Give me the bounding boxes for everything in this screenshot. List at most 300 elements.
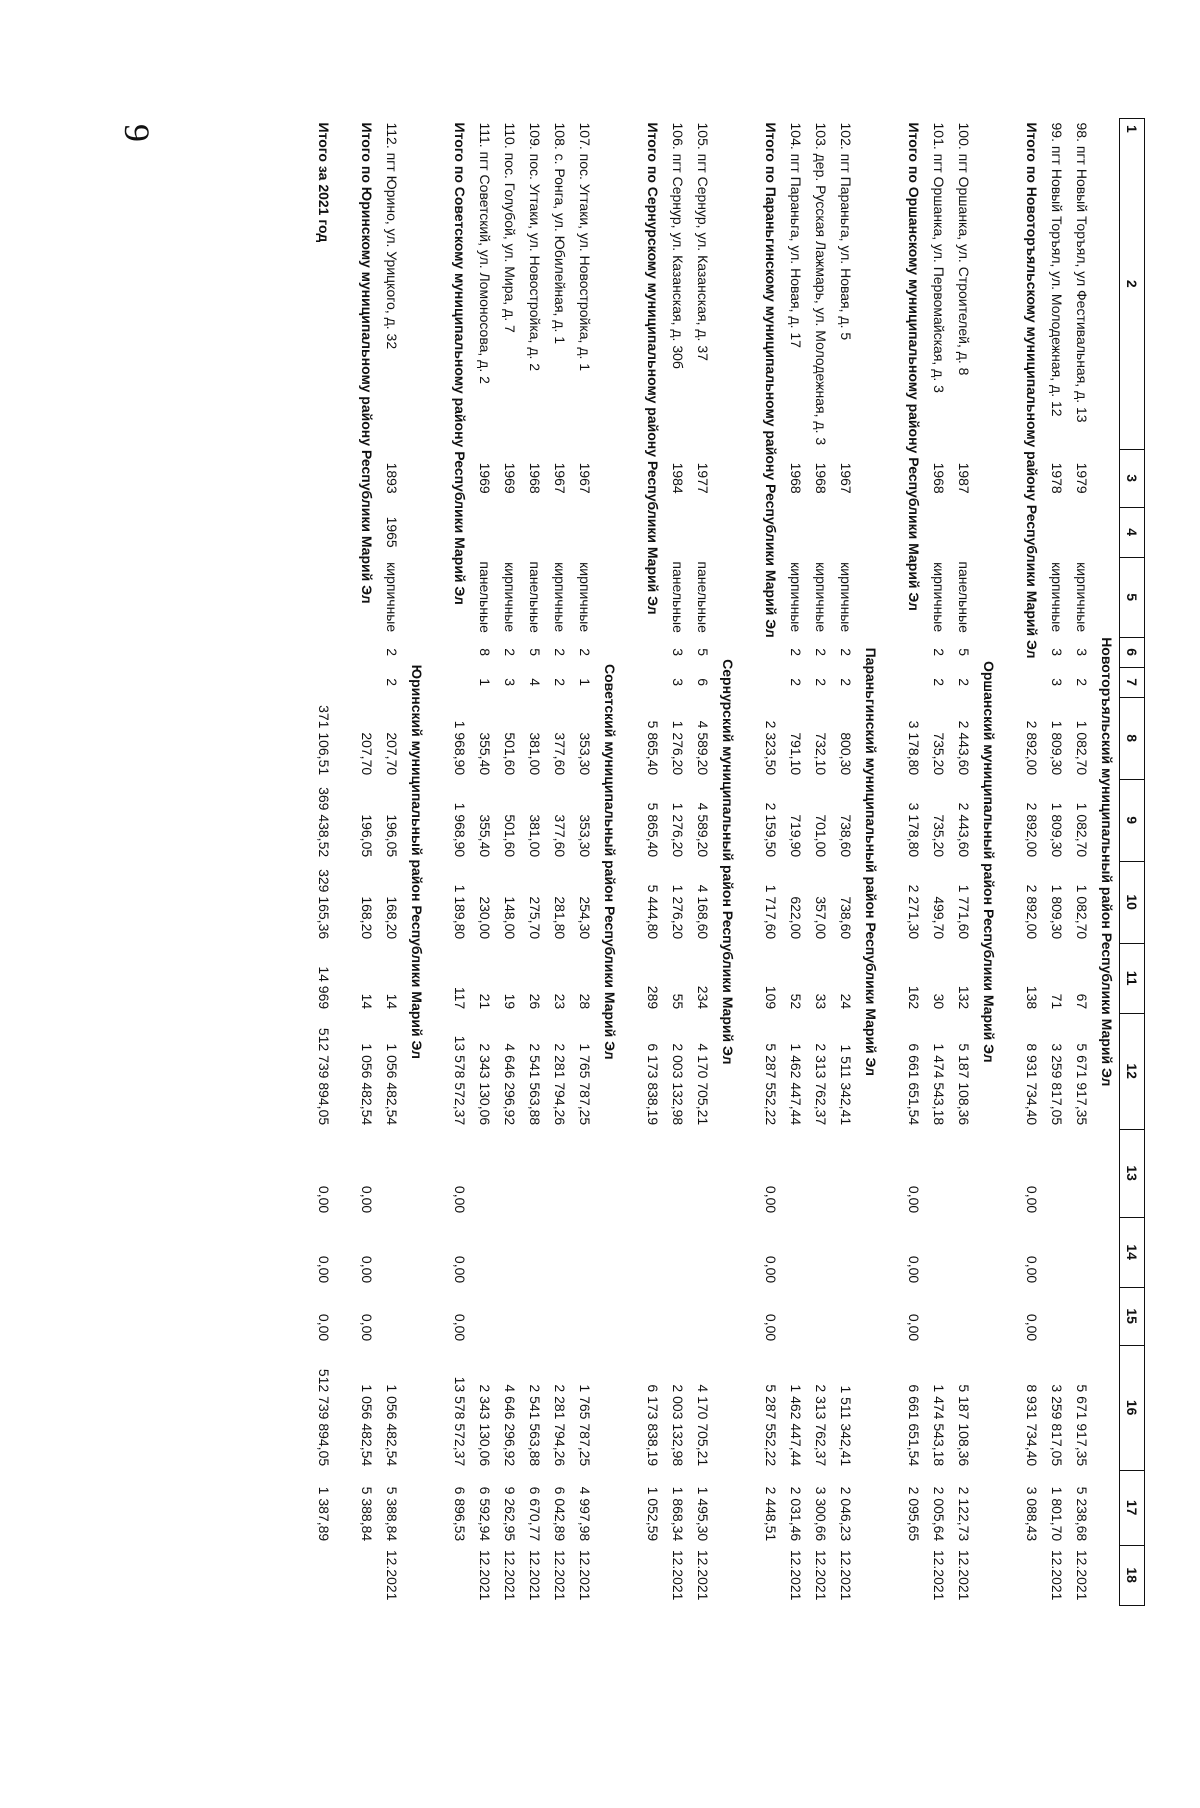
value-cell-c10: 357,00	[813, 896, 829, 940]
value-cell-c15	[572, 1287, 597, 1345]
value-cell-c9: 1 082,70	[1074, 802, 1090, 858]
table-row	[497, 119, 522, 1606]
year-repair-cell	[926, 507, 951, 557]
value-cell-c9: 2 443,60	[956, 802, 972, 858]
value-cell-c8: 207,70	[384, 732, 400, 776]
address-cell: 108. с. Ронга, ул. Юбилейная, д. 1	[552, 122, 568, 345]
value-cell-c8: 355,40	[477, 732, 493, 776]
page-number: 9	[117, 124, 157, 142]
date-cell: 12.2021	[931, 1549, 947, 1601]
floors-cell: 2	[502, 648, 518, 657]
total-empty-cell	[354, 1545, 379, 1605]
region-title: Параньгинский муниципальный район Республики Марий Эл	[863, 647, 879, 1077]
date-cell: 12.2021	[838, 1549, 854, 1601]
value-cell-c13	[522, 1129, 547, 1217]
total-cell-c12: 1 056 482,54	[359, 1043, 375, 1126]
total-cell-c14: 0,00	[763, 1255, 779, 1284]
value-cell-c12: 3 259 817,05	[1049, 1043, 1065, 1126]
table-row	[808, 119, 833, 1606]
wall-material-cell: кирпичные	[838, 562, 854, 633]
value-cell-c10: 4 168,60	[695, 884, 711, 940]
total-cell-c12: 13 578 572,37	[452, 1035, 468, 1126]
year-built-cell: 1977	[695, 462, 711, 494]
value-cell-c9: 719,90	[788, 814, 804, 858]
wall-material-cell: кирпичные	[502, 562, 518, 633]
housing-table	[311, 118, 1145, 1606]
floors-cell: 2	[788, 648, 804, 657]
total-cell-c16: 5 287 552,22	[763, 1384, 779, 1467]
value-cell-c13	[951, 1129, 976, 1217]
value-cell-c11: 24	[838, 993, 854, 1010]
value-cell-c13	[1044, 1129, 1069, 1217]
total-row	[901, 119, 926, 1606]
value-cell-c12: 2 313 762,37	[813, 1043, 829, 1126]
wall-material-cell: панельные	[956, 561, 972, 633]
total-cell-c12: 8 931 734,40	[1024, 1043, 1040, 1126]
value-cell-c11: 33	[813, 993, 829, 1010]
year-repair-cell	[547, 507, 572, 557]
entrances-cell: 3	[502, 678, 518, 687]
value-cell-c16: 2 281 794,26	[552, 1384, 568, 1467]
total-cell-c16: 6 173 838,19	[645, 1384, 661, 1467]
year-repair-cell	[783, 507, 808, 557]
value-cell-c8: 501,60	[502, 732, 518, 776]
value-cell-c13	[690, 1129, 715, 1217]
year-built-cell: 1967	[838, 462, 854, 494]
total-empty-cell	[758, 1545, 783, 1605]
address-cell: 102. пгт Параньга, ул. Новая, д. 5	[838, 122, 854, 341]
date-cell: 12.2021	[527, 1549, 543, 1601]
total-empty-cell	[901, 1545, 926, 1605]
total-cell-c15: 0,00	[359, 1313, 375, 1342]
value-cell-c13	[926, 1129, 951, 1217]
spacer-cell	[740, 119, 758, 1606]
total-cell-c13: 0,00	[906, 1185, 922, 1214]
address-cell: 99. пгт Новый Торъял, ул. Молодежная, д. 12	[1049, 122, 1065, 417]
value-cell-c9: 735,20	[931, 814, 947, 858]
value-cell-c12: 5 187 108,36	[956, 1043, 972, 1126]
total-label: Итого по Параньгинскому муниципальному району Республики Марий Эл	[763, 122, 779, 638]
floors-cell: 5	[695, 648, 711, 657]
value-cell-c12: 2 343 130,06	[477, 1043, 493, 1126]
grand-total-row	[311, 119, 336, 1606]
wall-material-cell: кирпичные	[1049, 562, 1065, 633]
region-row	[976, 119, 1001, 1606]
value-cell-c15	[1044, 1287, 1069, 1345]
table-row	[783, 119, 808, 1606]
value-cell-c16: 2 003 132,98	[670, 1384, 686, 1467]
header-row	[1120, 119, 1145, 1606]
entrances-cell: 2	[788, 678, 804, 687]
spacer-cell	[622, 119, 640, 1606]
value-cell-c13	[808, 1129, 833, 1217]
wall-material-cell: кирпичные	[1074, 562, 1090, 633]
value-cell-c9: 701,00	[813, 814, 829, 858]
total-cell-c8: 3 178,80	[906, 720, 922, 776]
total-cell-c11: 162	[906, 985, 922, 1010]
date-cell: 12.2021	[670, 1549, 686, 1601]
header-cell-17: 17	[1120, 1470, 1145, 1545]
header-cell-18: 18	[1120, 1545, 1145, 1605]
value-cell-c14	[783, 1217, 808, 1287]
value-cell-c17: 6 042,89	[552, 1486, 568, 1542]
table-row	[926, 119, 951, 1606]
year-built-cell: 1968	[813, 462, 829, 494]
value-cell-c8: 353,30	[577, 732, 593, 776]
address-cell: 111. пгт Советский, ул. Ломоносова, д. 2	[477, 122, 493, 384]
region-title: Оршанский муниципальный район Республики Марий Эл	[981, 660, 997, 1063]
value-cell-c11: 23	[552, 993, 568, 1010]
spacer-cell	[883, 119, 901, 1606]
grand-total-cell-c17: 1 387,89	[316, 1486, 332, 1542]
value-cell-c15	[1069, 1287, 1094, 1345]
value-cell-c8: 2 443,60	[956, 720, 972, 776]
date-cell: 12.2021	[552, 1549, 568, 1601]
value-cell-c11: 234	[695, 985, 711, 1010]
value-cell-c16: 1 474 543,18	[931, 1384, 947, 1467]
grand-total-cell-c14: 0,00	[316, 1255, 332, 1284]
value-cell-c12: 1 462 447,44	[788, 1043, 804, 1126]
table-row	[1044, 119, 1069, 1606]
table-row	[572, 119, 597, 1606]
date-cell: 12.2021	[695, 1549, 711, 1601]
spacer-cell	[336, 119, 354, 1606]
value-cell-c17: 4 997,98	[577, 1486, 593, 1542]
region-row	[404, 119, 429, 1606]
grand-total-cell-c16: 512 739 894,05	[316, 1368, 332, 1467]
total-cell-c9: 1 968,90	[452, 802, 468, 858]
value-cell-c10: 254,30	[577, 896, 593, 940]
grand-total-cell-c8: 371 106,51	[316, 705, 332, 776]
date-cell: 12.2021	[384, 1549, 400, 1601]
value-cell-c12: 2 003 132,98	[670, 1043, 686, 1126]
spacer-row	[740, 119, 758, 1606]
total-cell-c11: 289	[645, 985, 661, 1010]
value-cell-c12: 4 646 296,92	[502, 1043, 518, 1126]
total-cell-c14	[640, 1217, 665, 1287]
floors-cell: 2	[813, 648, 829, 657]
value-cell-c11: 67	[1074, 993, 1090, 1010]
total-cell-c16: 8 931 734,40	[1024, 1384, 1040, 1467]
entrances-cell: 2	[552, 678, 568, 687]
total-cell-c15: 0,00	[906, 1313, 922, 1342]
value-cell-c16: 5 671 917,35	[1074, 1384, 1090, 1467]
value-cell-c10: 148,00	[502, 896, 518, 940]
address-cell: 110. пос. Голубой, ул. Мира, д. 7	[502, 122, 518, 333]
total-cell-c9: 2 159,50	[763, 802, 779, 858]
value-cell-c8: 735,20	[931, 732, 947, 776]
table-row	[379, 119, 404, 1606]
address-cell: 109. пос. Угтаки, ул. Новостройка, д. 2	[527, 122, 543, 372]
year-built-cell: 1987	[956, 462, 972, 494]
value-cell-c11: 26	[527, 993, 543, 1010]
value-cell-c10: 168,20	[384, 896, 400, 940]
total-cell-c8: 2 892,00	[1024, 720, 1040, 776]
total-empty-cell	[640, 1545, 665, 1605]
region-title: Советский муниципальный район Республики Марий Эл	[602, 663, 618, 1060]
year-built-cell: 1969	[477, 462, 493, 494]
value-cell-c14	[665, 1217, 690, 1287]
header-cell-3: 3	[1120, 449, 1145, 507]
floors-cell: 5	[527, 648, 543, 657]
floors-cell: 3	[1074, 648, 1090, 657]
value-cell-c9: 1 809,30	[1049, 802, 1065, 858]
value-cell-c16: 1 462 447,44	[788, 1384, 804, 1467]
value-cell-c9: 353,30	[577, 814, 593, 858]
value-cell-c16: 4 646 296,92	[502, 1384, 518, 1467]
header-cell-7: 7	[1120, 667, 1145, 697]
value-cell-c13	[572, 1129, 597, 1217]
value-cell-c16: 5 187 108,36	[956, 1384, 972, 1467]
value-cell-c12: 1 511 342,41	[838, 1044, 854, 1126]
year-built-cell: 1968	[527, 462, 543, 494]
value-cell-c10: 622,00	[788, 896, 804, 940]
value-cell-c14	[379, 1217, 404, 1287]
header-cell-13: 13	[1120, 1129, 1145, 1217]
value-cell-c11: 30	[931, 993, 947, 1010]
address-cell: 104. пгт Параньга, ул. Новая, д. 17	[788, 122, 804, 348]
value-cell-c14	[951, 1217, 976, 1287]
wall-material-cell: кирпичные	[931, 562, 947, 633]
total-cell-c16: 6 661 651,54	[906, 1384, 922, 1467]
entrances-cell: 2	[931, 678, 947, 687]
address-cell: 105. пгт Сернур, ул. Казанская, д. 37	[695, 122, 711, 361]
total-cell-c8: 1 968,90	[452, 720, 468, 776]
date-cell: 12.2021	[1074, 1549, 1090, 1601]
value-cell-c15	[833, 1287, 858, 1345]
total-row	[1019, 119, 1044, 1606]
wall-material-cell: кирпичные	[384, 562, 400, 633]
year-built-cell: 1968	[788, 462, 804, 494]
value-cell-c10: 499,70	[931, 896, 947, 940]
entrances-cell: 2	[838, 678, 854, 687]
total-cell-c9: 3 178,80	[906, 802, 922, 858]
date-cell: 12.2021	[577, 1549, 593, 1601]
total-cell-c17: 2 095,65	[906, 1486, 922, 1542]
total-cell-c17: 5 388,84	[359, 1486, 375, 1542]
value-cell-c13	[1069, 1129, 1094, 1217]
header-cell-15: 15	[1120, 1287, 1145, 1345]
spacer-cell	[1001, 119, 1019, 1606]
entrances-cell: 3	[670, 678, 686, 687]
value-cell-c15	[547, 1287, 572, 1345]
total-cell-c11: 117	[452, 986, 468, 1010]
total-label: Итого по Новоторъяльскому муниципальному району Республики Марий Эл	[1024, 122, 1040, 659]
spacer-cell	[429, 119, 447, 1606]
entrances-cell: 3	[1049, 678, 1065, 687]
total-cell-c13: 0,00	[359, 1185, 375, 1214]
spacer-row	[429, 119, 447, 1606]
year-repair-cell	[572, 507, 597, 557]
header-cell-1-2	[1120, 119, 1145, 450]
total-label: Итого по Юринскому муниципальному району Республики Марий Эл	[359, 122, 375, 604]
value-cell-c8: 791,10	[788, 732, 804, 776]
value-cell-c9: 501,60	[502, 814, 518, 858]
total-cell-c9: 2 892,00	[1024, 802, 1040, 858]
value-cell-c10: 230,00	[477, 896, 493, 940]
total-cell-c13: 0,00	[452, 1185, 468, 1214]
value-cell-c8: 4 589,20	[695, 720, 711, 776]
value-cell-c11: 21	[477, 993, 493, 1010]
total-cell-c14: 0,00	[1024, 1255, 1040, 1284]
table-row	[833, 119, 858, 1606]
value-cell-c15	[690, 1287, 715, 1345]
value-cell-c12: 2 541 563,88	[527, 1043, 543, 1126]
total-row	[354, 119, 379, 1606]
total-cell-c13	[640, 1129, 665, 1217]
entrances-cell: 2	[1074, 678, 1090, 687]
value-cell-c12: 1 056 482,54	[384, 1043, 400, 1126]
value-cell-c13	[497, 1129, 522, 1217]
value-cell-c12: 1 474 543,18	[931, 1043, 947, 1126]
address-cell: 100. пгт Оршанка, ул. Строителей, д. 8	[956, 122, 972, 376]
total-cell-c15: 0,00	[1024, 1313, 1040, 1342]
address-cell: 103. дер. Русская Лажмарь, ул. Молодежная, д. 3	[813, 122, 829, 446]
year-built-cell: 1967	[577, 462, 593, 494]
total-empty-cell	[447, 1545, 472, 1605]
grand-total-cell-c12: 512 739 894,05	[316, 1027, 332, 1126]
value-cell-c15	[665, 1287, 690, 1345]
value-cell-c10: 275,70	[527, 896, 543, 940]
header-cell-4: 4	[1120, 507, 1145, 557]
entrances-cell: 4	[527, 678, 543, 687]
total-cell-c9: 196,05	[359, 814, 375, 858]
table-body	[311, 119, 1145, 1606]
value-cell-c15	[522, 1287, 547, 1345]
wall-material-cell: панельные	[695, 561, 711, 633]
value-cell-c10: 281,80	[552, 896, 568, 940]
value-cell-c15	[379, 1287, 404, 1345]
wall-material-cell: панельные	[477, 561, 493, 633]
address-cell: 107. пос. Угтаки, ул. Новостройка, д. 1	[577, 122, 593, 372]
total-cell-c11: 138	[1024, 985, 1040, 1010]
year-repair-cell	[472, 507, 497, 557]
value-cell-c16: 4 170 705,21	[695, 1384, 711, 1467]
entrances-cell: 2	[813, 678, 829, 687]
entrances-cell: 2	[384, 678, 400, 687]
value-cell-c9: 4 589,20	[695, 802, 711, 858]
year-built-cell: 1967	[552, 462, 568, 494]
value-cell-c8: 381,00	[527, 732, 543, 776]
total-cell-c13: 0,00	[1024, 1185, 1040, 1214]
value-cell-c10: 1 809,30	[1049, 884, 1065, 940]
value-cell-c14	[808, 1217, 833, 1287]
total-cell-c8: 5 865,40	[645, 720, 661, 776]
value-cell-c9: 381,00	[527, 814, 543, 858]
region-row	[597, 119, 622, 1606]
total-cell-c10: 1 717,60	[763, 884, 779, 940]
spacer-row	[622, 119, 640, 1606]
value-cell-c17: 6 670,77	[527, 1486, 543, 1542]
date-cell: 12.2021	[956, 1549, 972, 1601]
total-cell-c8: 2 323,50	[763, 720, 779, 776]
floors-cell: 2	[552, 648, 568, 657]
header-cell-11: 11	[1120, 943, 1145, 1013]
year-repair-cell	[497, 507, 522, 557]
entrances-cell: 2	[956, 678, 972, 687]
total-label: Итого по Советскому муниципальному району Республики Марий Эл	[452, 122, 468, 605]
value-cell-c15	[497, 1287, 522, 1345]
date-cell: 12.2021	[502, 1549, 518, 1601]
value-cell-c13	[547, 1129, 572, 1217]
value-cell-c10: 1 082,70	[1074, 884, 1090, 940]
grand-total-cell-c15: 0,00	[316, 1313, 332, 1342]
value-cell-c13	[472, 1129, 497, 1217]
value-cell-c14	[690, 1217, 715, 1287]
total-cell-c10: 1 189,80	[452, 884, 468, 940]
spacer-row	[1001, 119, 1019, 1606]
address-cell: 106. пгт Сернур, ул. Казанская, д. 30б	[670, 122, 686, 369]
value-cell-c17: 1 495,30	[695, 1486, 711, 1542]
year-built-cell: 1984	[670, 462, 686, 494]
value-cell-c13	[783, 1129, 808, 1217]
wall-material-cell: кирпичные	[813, 562, 829, 633]
total-cell-c17: 2 448,51	[763, 1486, 779, 1542]
header-cell-12: 12	[1120, 1013, 1145, 1129]
grand-total-cell-c9: 369 438,52	[316, 787, 332, 858]
value-cell-c16: 2 541 563,88	[527, 1384, 543, 1467]
floors-cell: 5	[956, 648, 972, 657]
year-repair-cell	[1069, 507, 1094, 557]
value-cell-c8: 1 276,20	[670, 720, 686, 776]
total-cell-c12: 6 661 651,54	[906, 1043, 922, 1126]
header-cell-16: 16	[1120, 1345, 1145, 1470]
total-label: Итого по Сернурскому муниципальному району Республики Марий Эл	[645, 122, 661, 615]
total-cell-c14: 0,00	[906, 1255, 922, 1284]
wall-material-cell: кирпичные	[577, 562, 593, 633]
total-cell-c16: 1 056 482,54	[359, 1384, 375, 1467]
value-cell-c16: 1 765 787,25	[577, 1384, 593, 1467]
grand-total-cell-c13: 0,00	[316, 1185, 332, 1214]
value-cell-c17: 2 046,23	[838, 1486, 854, 1542]
total-row	[758, 119, 783, 1606]
value-cell-c11: 71	[1049, 993, 1065, 1010]
region-row	[1094, 119, 1120, 1606]
value-cell-c13	[665, 1129, 690, 1217]
year-repair-cell	[951, 507, 976, 557]
value-cell-c12: 4 170 705,21	[695, 1043, 711, 1126]
value-cell-c11: 55	[670, 993, 686, 1010]
floors-cell: 8	[477, 648, 493, 657]
year-built-cell: 1893	[384, 462, 400, 494]
header-cell-8: 8	[1120, 697, 1145, 779]
floors-cell: 3	[1049, 648, 1065, 657]
value-cell-c9: 1 276,20	[670, 802, 686, 858]
floors-cell: 2	[838, 648, 854, 657]
value-cell-c9: 738,60	[838, 814, 854, 858]
total-cell-c15: 0,00	[763, 1313, 779, 1342]
total-cell-c10: 168,20	[359, 896, 375, 940]
value-cell-c17: 3 300,66	[813, 1486, 829, 1542]
value-cell-c17: 6 592,94	[477, 1486, 493, 1542]
value-cell-c11: 14	[384, 993, 400, 1010]
value-cell-c16: 1 511 342,41	[838, 1385, 854, 1467]
value-cell-c14	[1044, 1217, 1069, 1287]
value-cell-c17: 2 005,64	[931, 1486, 947, 1542]
region-title: Сернурский муниципальный район Республики Марий Эл	[720, 659, 736, 1065]
year-repair-cell	[522, 507, 547, 557]
total-cell-c9: 5 865,40	[645, 802, 661, 858]
value-cell-c12: 2 281 794,26	[552, 1043, 568, 1126]
total-cell-c12: 6 173 838,19	[645, 1043, 661, 1126]
floors-cell: 2	[931, 648, 947, 657]
value-cell-c15	[808, 1287, 833, 1345]
year-repair-cell	[833, 507, 858, 557]
value-cell-c13	[379, 1129, 404, 1217]
value-cell-c11: 52	[788, 993, 804, 1010]
floors-cell: 2	[384, 648, 400, 657]
value-cell-c9: 377,60	[552, 814, 568, 858]
